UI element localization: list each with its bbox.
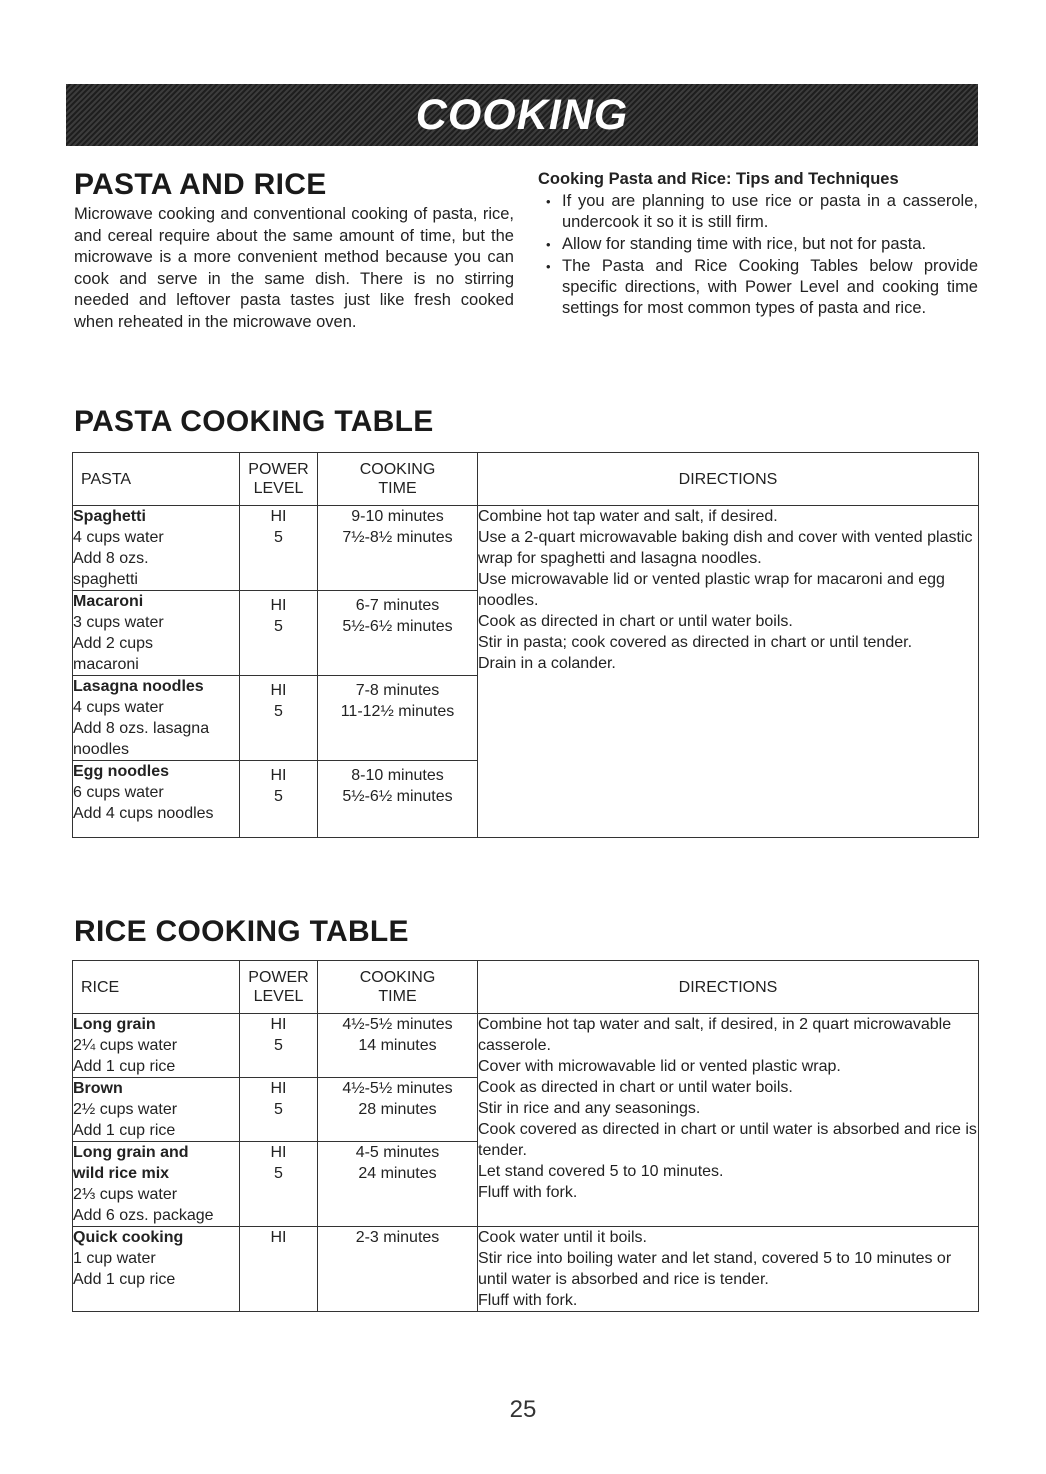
tips-section	[538, 170, 978, 320]
col-header-cooking-time: COOKING TIME	[318, 961, 478, 1014]
pasta-name-cell: Lasagna noodles 4 cups water Add 8 ozs. lasagna noodles	[73, 676, 240, 761]
directions-cell: Combine hot tap water and salt, if desired, in 2 quart microwavable casserole. Cover with microwavable lid or vented plastic wrap. Cook as directed in chart or until water boils. Stir in rice and any seasonings. Cook covered as directed in chart or until water is absorbed and rice is tender. Let stand covered 5 to 10 minutes. Fluff with fork.	[478, 1014, 979, 1227]
rice-table-heading: RICE COOKING TABLE	[74, 915, 409, 948]
rice-cooking-table	[72, 960, 979, 1312]
table-row	[73, 1227, 979, 1312]
col-header-power-level: POWER LEVEL	[240, 453, 318, 506]
tip-item: • If you are planning to use rice or pasta in a casserole, undercook it so it is still firm.	[538, 191, 978, 233]
section-banner	[66, 84, 978, 146]
power-level-cell: HI 5	[240, 676, 318, 761]
rice-name-cell: Long grain and wild rice mix 2⅓ cups water Add 6 ozs. package	[73, 1142, 240, 1227]
power-level-cell: HI 5	[240, 1014, 318, 1078]
directions-cell: Cook water until it boils. Stir rice into boiling water and let stand, covered 5 to 10 minutes or until water is absorbed and rice is tender. Fluff with fork.	[478, 1227, 979, 1312]
power-level-cell: HI	[240, 1227, 318, 1312]
pasta-name-cell: Egg noodles 6 cups water Add 4 cups noodles	[73, 761, 240, 838]
page-number: 25	[509, 1396, 537, 1423]
col-header-directions: DIRECTIONS	[478, 453, 979, 506]
power-level-cell: HI 5	[240, 761, 318, 838]
directions-cell: Combine hot tap water and salt, if desired. Use a 2-quart microwavable baking dish and cover with vented plastic wrap for spaghetti and lasagna noodles. Use microwavable lid or vented plastic wrap for macaroni and egg noodles. Cook as directed in chart or until water boils. Stir in pasta; cook covered as directed in chart or until tender. Drain in a colander.	[478, 506, 979, 838]
tips-title: Cooking Pasta and Rice: Tips and Techniques	[538, 170, 899, 188]
cooking-time-cell: 4½-5½ minutes 14 minutes	[318, 1014, 478, 1078]
pasta-table-heading: PASTA COOKING TABLE	[74, 405, 434, 438]
table-header-row	[73, 961, 979, 1014]
power-level-cell: HI 5	[240, 1142, 318, 1227]
pasta-cooking-table	[72, 452, 979, 838]
cooking-time-cell: 7-8 minutes 11-12½ minutes	[318, 676, 478, 761]
power-level-cell: HI 5	[240, 1078, 318, 1142]
col-header-rice: RICE	[73, 961, 240, 1014]
cooking-time-cell: 2-3 minutes	[318, 1227, 478, 1312]
table-header-row	[73, 453, 979, 506]
power-level-cell: HI 5	[240, 506, 318, 591]
cooking-time-cell: 6-7 minutes 5½-6½ minutes	[318, 591, 478, 676]
rice-name-cell: Brown 2½ cups water Add 1 cup rice	[73, 1078, 240, 1142]
table-row	[73, 1014, 979, 1078]
cooking-time-cell: 4-5 minutes 24 minutes	[318, 1142, 478, 1227]
cooking-time-cell: 8-10 minutes 5½-6½ minutes	[318, 761, 478, 838]
cooking-time-cell: 9-10 minutes 7½-8½ minutes	[318, 506, 478, 591]
power-level-cell: HI 5	[240, 591, 318, 676]
cooking-time-cell: 4½-5½ minutes 28 minutes	[318, 1078, 478, 1142]
tip-item: • Allow for standing time with rice, but not for pasta.	[538, 234, 978, 255]
table-row	[73, 506, 979, 591]
tips-list	[538, 191, 978, 319]
pasta-rice-intro: Microwave cooking and conventional cooking of pasta, rice, and cereal require about the same amount of time, but the microwave is a more convenient method because you can cook and serve in the same dish. There is no stirring needed and leftover pasta tastes just like fresh cooked when reheated in the microwave oven.	[74, 205, 514, 331]
col-header-power-level: POWER LEVEL	[240, 961, 318, 1014]
tip-item: • The Pasta and Rice Cooking Tables below provide specific directions, with Power Level and cooking time settings for most common types of pasta and rice.	[538, 256, 978, 319]
banner-title: COOKING	[415, 90, 629, 139]
col-header-cooking-time: COOKING TIME	[318, 453, 478, 506]
pasta-name-cell: Macaroni 3 cups water Add 2 cups macaroni	[73, 591, 240, 676]
rice-name-cell: Quick cooking 1 cup water Add 1 cup rice	[73, 1227, 240, 1312]
pasta-name-cell: Spaghetti 4 cups water Add 8 ozs. spaghetti	[73, 506, 240, 591]
rice-name-cell: Long grain 2¼ cups water Add 1 cup rice	[73, 1014, 240, 1078]
col-header-pasta: PASTA	[73, 453, 240, 506]
col-header-directions: DIRECTIONS	[478, 961, 979, 1014]
pasta-rice-heading: PASTA AND RICE	[74, 168, 327, 201]
